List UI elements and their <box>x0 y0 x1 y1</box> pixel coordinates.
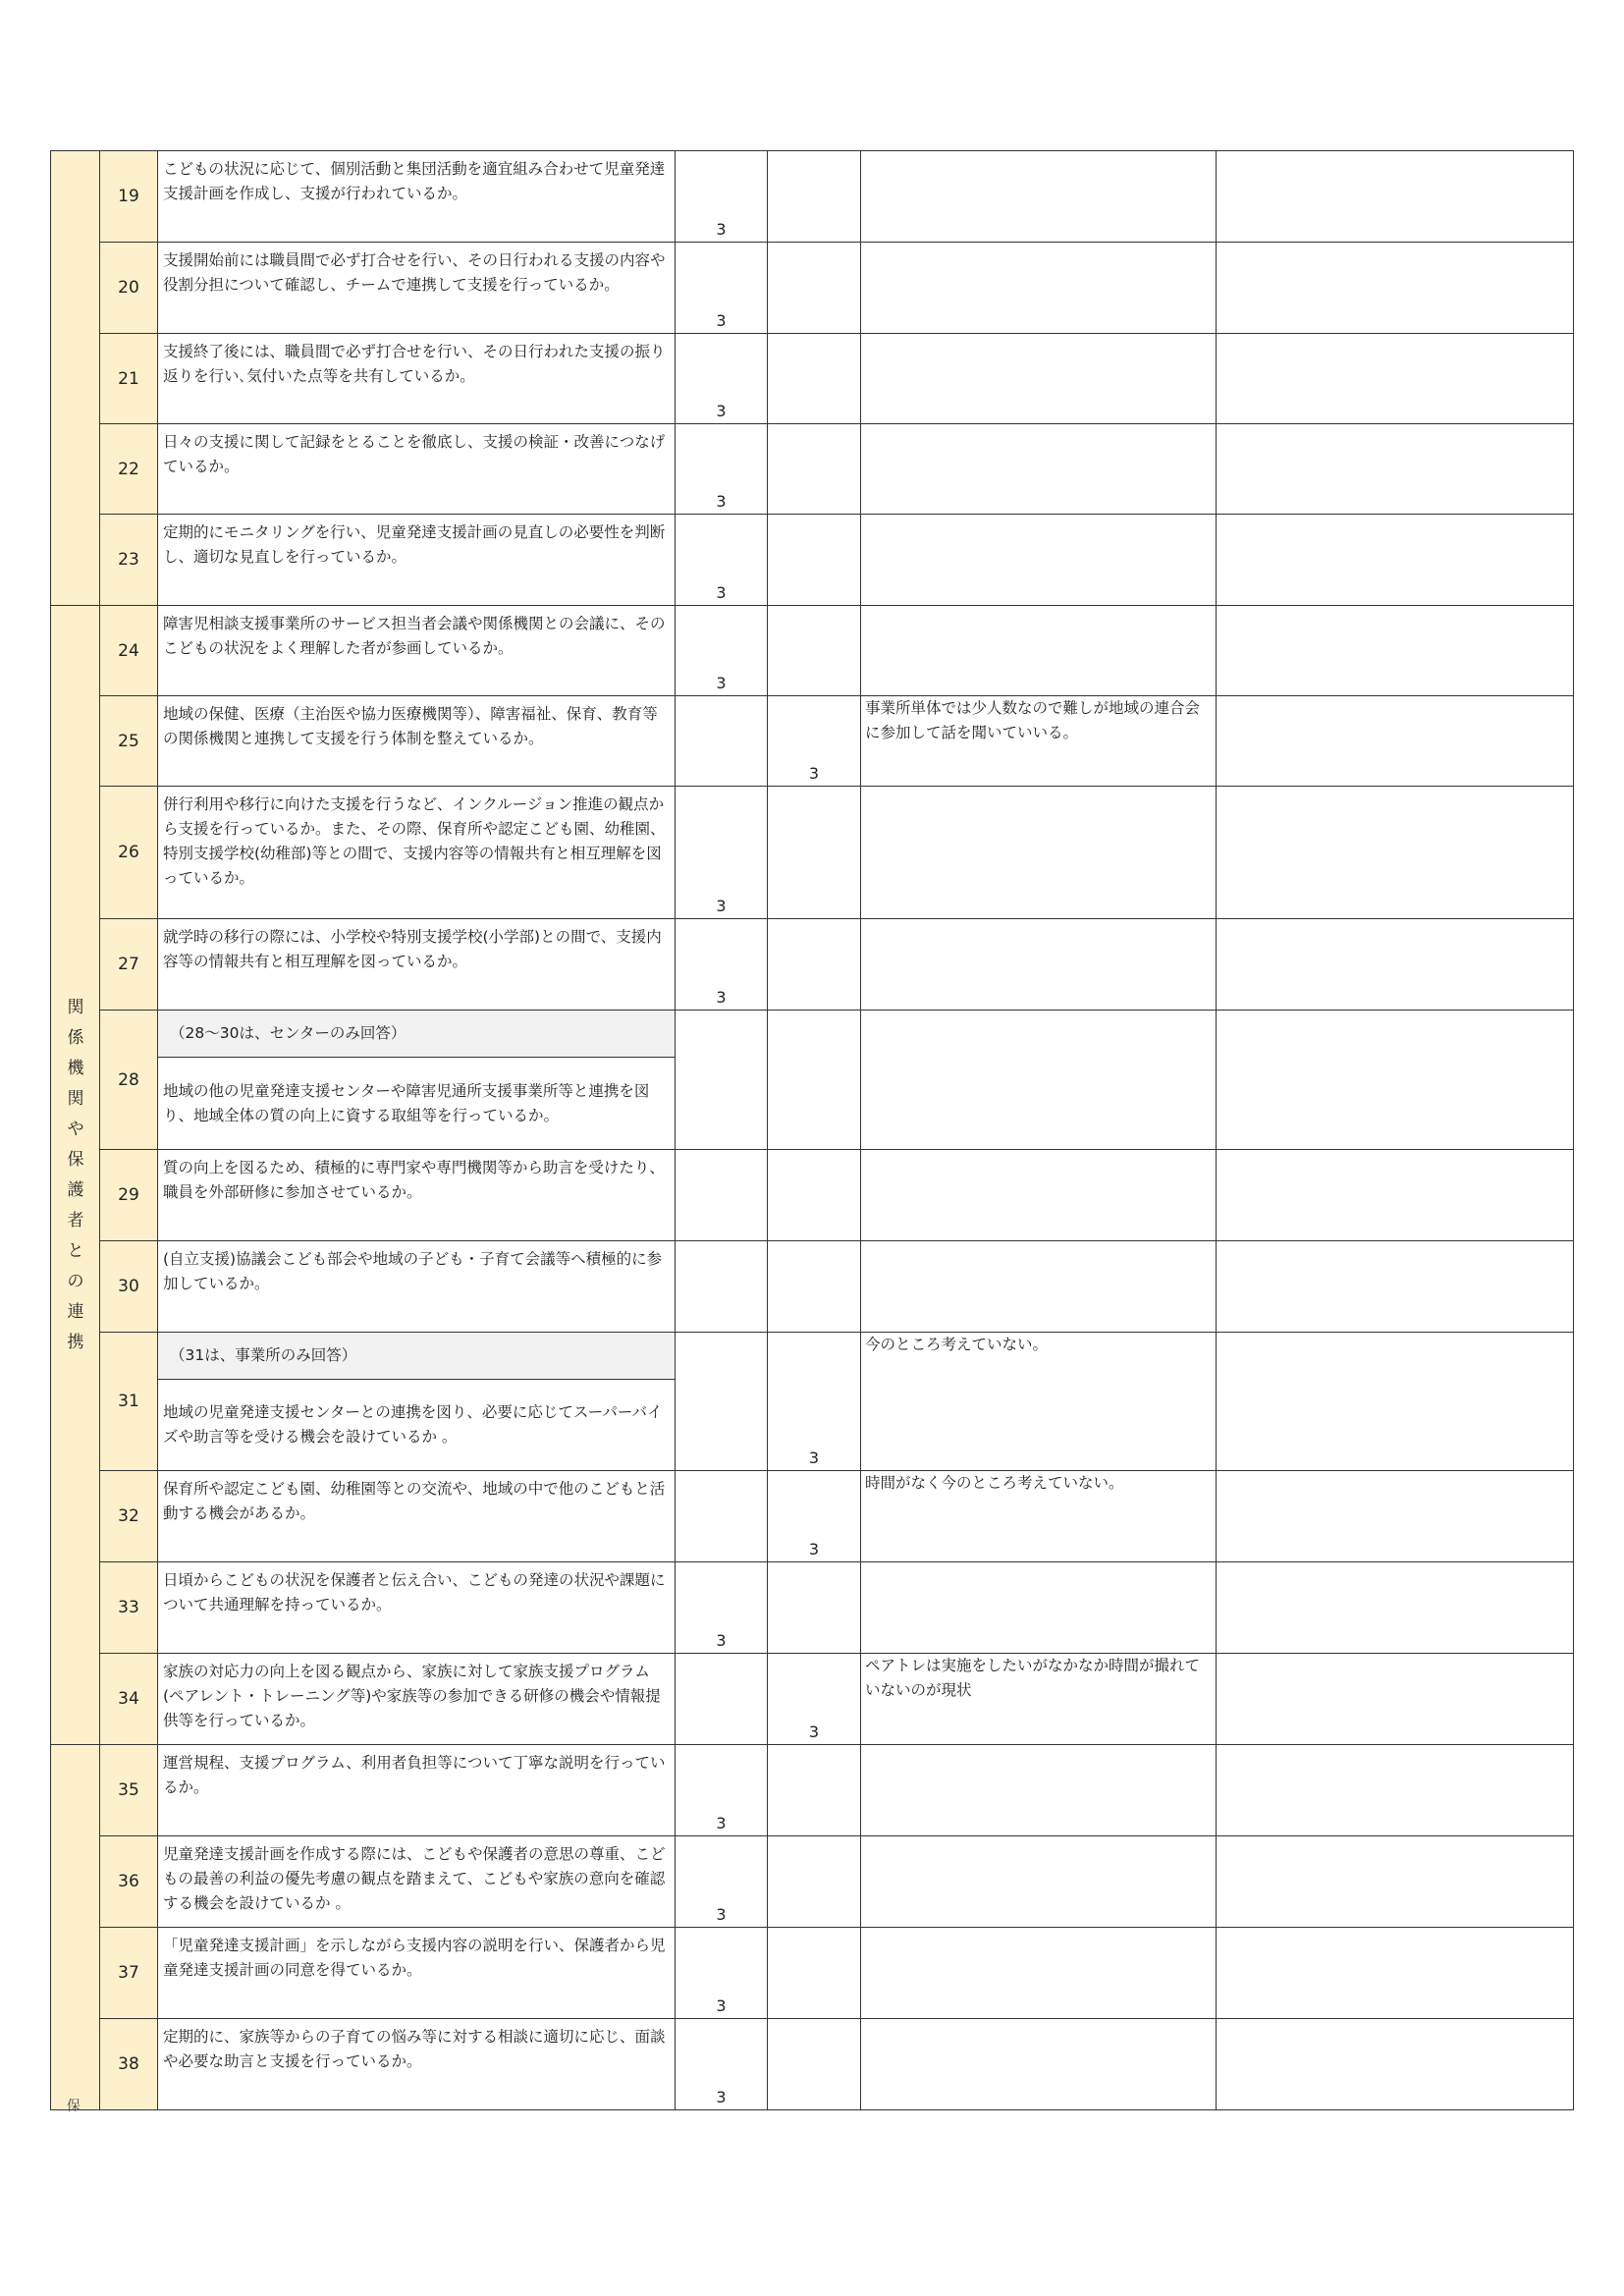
answer-yes-cell[interactable] <box>675 695 768 787</box>
row-number: 21 <box>99 333 158 424</box>
comment-cell[interactable] <box>860 918 1217 1011</box>
answer-yes-cell[interactable] <box>675 1332 768 1471</box>
answer-no-cell[interactable] <box>767 423 861 515</box>
row-number: 37 <box>99 1927 158 2019</box>
section-label: 関係機関や保護者との連携 <box>67 998 84 1352</box>
answer-no-cell[interactable] <box>767 786 861 919</box>
question-text: 地域の保健、医療（主治医や協力医療機関等）、障害福祉、保育、教育等の関係機関と連携して支援を行う体制を整えているか。 <box>157 695 676 787</box>
question-text: 運営規程、支援プログラム、利用者負担等について丁寧な説明を行っているか。 <box>157 1744 676 1836</box>
improvement-cell[interactable] <box>1216 1332 1574 1471</box>
answer-no-cell[interactable] <box>767 1561 861 1654</box>
question-text: 日々の支援に関して記録をとることを徹底し、支援の検証・改善につなげているか。 <box>157 423 676 515</box>
question-body: 地域の児童発達支援センターとの連携を図り、必要に応じてスーパーバイズや助言等を受ける機会を設けているか 。 <box>163 1403 663 1447</box>
answer-yes-cell[interactable]: 3 <box>675 1835 768 1928</box>
comment-cell[interactable]: ペアトレは実施をしたいがなかなか時間が撮れていないのが現状 <box>860 1653 1217 1745</box>
answer-no-cell[interactable] <box>767 1835 861 1928</box>
row-number: 22 <box>99 423 158 515</box>
section-cell <box>50 605 100 1745</box>
answer-yes-cell[interactable] <box>675 1010 768 1150</box>
answer-no-cell[interactable] <box>767 1240 861 1333</box>
answer-yes-cell[interactable]: 3 <box>675 918 768 1011</box>
row-number: 30 <box>99 1240 158 1333</box>
answer-no-cell[interactable]: 3 <box>767 1332 861 1471</box>
improvement-cell[interactable] <box>1216 1561 1574 1654</box>
improvement-cell[interactable] <box>1216 150 1574 243</box>
row-number: 38 <box>99 2018 158 2110</box>
row-number: 28 <box>99 1010 158 1150</box>
row-number: 33 <box>99 1561 158 1654</box>
answer-yes-cell[interactable]: 3 <box>675 150 768 243</box>
row-number: 27 <box>99 918 158 1011</box>
answer-yes-cell[interactable] <box>675 1653 768 1745</box>
improvement-cell[interactable] <box>1216 242 1574 334</box>
question-text: 定期的にモニタリングを行い、児童発達支援計画の見直しの必要性を判断し、適切な見直しを行っているか。 <box>157 514 676 606</box>
answer-no-cell[interactable] <box>767 2018 861 2110</box>
improvement-cell[interactable] <box>1216 1744 1574 1836</box>
improvement-cell[interactable] <box>1216 514 1574 606</box>
question-text: 日頃からこどもの状況を保護者と伝え合い、こどもの発達の状況や課題について共通理解を持っているか。 <box>157 1561 676 1654</box>
answer-no-cell[interactable] <box>767 1927 861 2019</box>
question-text: (自立支援)協議会こども部会や地域の子ども・子育て会議等へ積極的に参加しているか。 <box>157 1240 676 1333</box>
improvement-cell[interactable] <box>1216 1470 1574 1562</box>
row-number: 20 <box>99 242 158 334</box>
comment-cell[interactable] <box>860 786 1217 919</box>
row-number: 34 <box>99 1653 158 1745</box>
comment-cell[interactable]: 今のところ考えていない。 <box>860 1332 1217 1471</box>
answer-yes-cell[interactable]: 3 <box>675 605 768 696</box>
row-number: 29 <box>99 1149 158 1241</box>
answer-yes-cell[interactable]: 3 <box>675 1927 768 2019</box>
answer-yes-cell[interactable] <box>675 1470 768 1562</box>
comment-cell[interactable] <box>860 1149 1217 1241</box>
question-text <box>157 1010 676 1150</box>
question-text: 就学時の移行の際には、小学校や特別支援学校(小学部)との間で、支援内容等の情報共有と相互理解を図っているか。 <box>157 918 676 1011</box>
answer-no-cell[interactable] <box>767 242 861 334</box>
comment-cell[interactable] <box>860 1010 1217 1150</box>
question-text: 家族の対応力の向上を図る観点から、家族に対して家族支援プログラム(ペアレント・トレーニング等)や家族等の参加できる研修の機会や情報提供等を行っているか。 <box>157 1653 676 1745</box>
improvement-cell[interactable] <box>1216 1240 1574 1333</box>
improvement-cell[interactable] <box>1216 1010 1574 1150</box>
row-number: 31 <box>99 1332 158 1471</box>
question-text: 児童発達支援計画を作成する際には、こどもや保護者の意思の尊重、こどもの最善の利益の優先考慮の観点を踏まえて、こどもや家族の意向を確認する機会を設けているか 。 <box>157 1835 676 1928</box>
comment-cell[interactable] <box>860 605 1217 696</box>
comment-cell[interactable] <box>860 150 1217 243</box>
question-note: （28～30は、センターのみ回答） <box>158 1011 675 1058</box>
improvement-cell[interactable] <box>1216 1149 1574 1241</box>
comment-cell[interactable] <box>860 1744 1217 1836</box>
section-cell <box>50 1744 100 2110</box>
answer-no-cell[interactable] <box>767 1744 861 1836</box>
row-number: 26 <box>99 786 158 919</box>
improvement-cell[interactable] <box>1216 2018 1574 2110</box>
answer-yes-cell[interactable] <box>675 1240 768 1333</box>
question-text: 支援終了後には、職員間で必ず打合せを行い、その日行われた支援の振り返りを行い､気付いた点等を共有しているか。 <box>157 333 676 424</box>
answer-yes-cell[interactable]: 3 <box>675 1744 768 1836</box>
row-number: 24 <box>99 605 158 696</box>
row-number: 36 <box>99 1835 158 1928</box>
answer-no-cell[interactable] <box>767 605 861 696</box>
answer-no-cell[interactable] <box>767 1149 861 1241</box>
answer-no-cell[interactable] <box>767 150 861 243</box>
answer-no-cell[interactable]: 3 <box>767 1653 861 1745</box>
answer-no-cell[interactable] <box>767 333 861 424</box>
improvement-cell[interactable] <box>1216 1653 1574 1745</box>
comment-cell[interactable] <box>860 1240 1217 1333</box>
answer-yes-cell[interactable]: 3 <box>675 242 768 334</box>
answer-yes-cell[interactable]: 3 <box>675 786 768 919</box>
answer-yes-cell[interactable]: 3 <box>675 2018 768 2110</box>
comment-cell[interactable] <box>860 1927 1217 2019</box>
answer-no-cell[interactable]: 3 <box>767 695 861 787</box>
question-text: 障害児相談支援事業所のサービス担当者会議や関係機関との会議に、そのこどもの状況をよく理解した者が参画しているか。 <box>157 605 676 696</box>
answer-no-cell[interactable]: 3 <box>767 1470 861 1562</box>
improvement-cell[interactable] <box>1216 918 1574 1011</box>
improvement-cell[interactable] <box>1216 695 1574 787</box>
question-text: 定期的に、家族等からの子育ての悩み等に対する相談に適切に応じ、面談や必要な助言と支援を行っているか。 <box>157 2018 676 2110</box>
comment-cell[interactable]: 事業所単体では少人数なので難しが地域の連合会に参加して話を聞いていいる。 <box>860 695 1217 787</box>
row-number: 35 <box>99 1744 158 1836</box>
improvement-cell[interactable] <box>1216 333 1574 424</box>
question-text: 質の向上を図るため、積極的に専門家や専門機関等から助言を受けたり、職員を外部研修に参加させているか。 <box>157 1149 676 1241</box>
section-cell <box>50 150 100 606</box>
answer-no-cell[interactable] <box>767 514 861 606</box>
answer-no-cell[interactable] <box>767 1010 861 1150</box>
question-note: （31は、事業所のみ回答） <box>158 1333 675 1380</box>
improvement-cell[interactable] <box>1216 1927 1574 2019</box>
question-text <box>157 1332 676 1471</box>
question-text: 支援開始前には職員間で必ず打合せを行い、その日行われる支援の内容や役割分担について確認し、チームで連携して支援を行っているか。 <box>157 242 676 334</box>
comment-cell[interactable]: 時間がなく今のところ考えていない。 <box>860 1470 1217 1562</box>
improvement-cell[interactable] <box>1216 786 1574 919</box>
question-text: 「児童発達支援計画」を示しながら支援内容の説明を行い、保護者から児童発達支援計画の同意を得ているか。 <box>157 1927 676 2019</box>
question-text: こどもの状況に応じて、個別活動と集団活動を適宜組み合わせて児童発達支援計画を作成し、支援が行われているか。 <box>157 150 676 243</box>
improvement-cell[interactable] <box>1216 1835 1574 1928</box>
row-number: 23 <box>99 514 158 606</box>
comment-cell[interactable] <box>860 514 1217 606</box>
question-body: 地域の他の児童発達支援センターや障害児通所支援事業所等と連携を図り、地域全体の質の向上に資する取組等を行っているか。 <box>163 1081 650 1124</box>
comment-cell[interactable] <box>860 1835 1217 1928</box>
row-number: 32 <box>99 1470 158 1562</box>
next-section-fragment: 保 <box>67 2099 81 2114</box>
answer-yes-cell[interactable]: 3 <box>675 1561 768 1654</box>
comment-cell[interactable] <box>860 1561 1217 1654</box>
answer-yes-cell[interactable] <box>675 1149 768 1241</box>
improvement-cell[interactable] <box>1216 423 1574 515</box>
question-text: 保育所や認定こども園、幼稚園等との交流や、地域の中で他のこどもと活動する機会があるか。 <box>157 1470 676 1562</box>
row-number: 25 <box>99 695 158 787</box>
answer-no-cell[interactable] <box>767 918 861 1011</box>
row-number: 19 <box>99 150 158 243</box>
comment-cell[interactable] <box>860 423 1217 515</box>
comment-cell[interactable] <box>860 242 1217 334</box>
answer-yes-cell[interactable]: 3 <box>675 333 768 424</box>
improvement-cell[interactable] <box>1216 605 1574 696</box>
question-text: 併行利用や移行に向けた支援を行うなど、インクルージョン推進の観点から支援を行っているか。また、その際、保育所や認定こども園、幼稚園、特別支援学校(幼稚部)等との間で、支援内容等の情報共有と相互理解を図っているか。 <box>157 786 676 919</box>
comment-cell[interactable] <box>860 333 1217 424</box>
answer-yes-cell[interactable]: 3 <box>675 514 768 606</box>
comment-cell[interactable] <box>860 2018 1217 2110</box>
answer-yes-cell[interactable]: 3 <box>675 423 768 515</box>
